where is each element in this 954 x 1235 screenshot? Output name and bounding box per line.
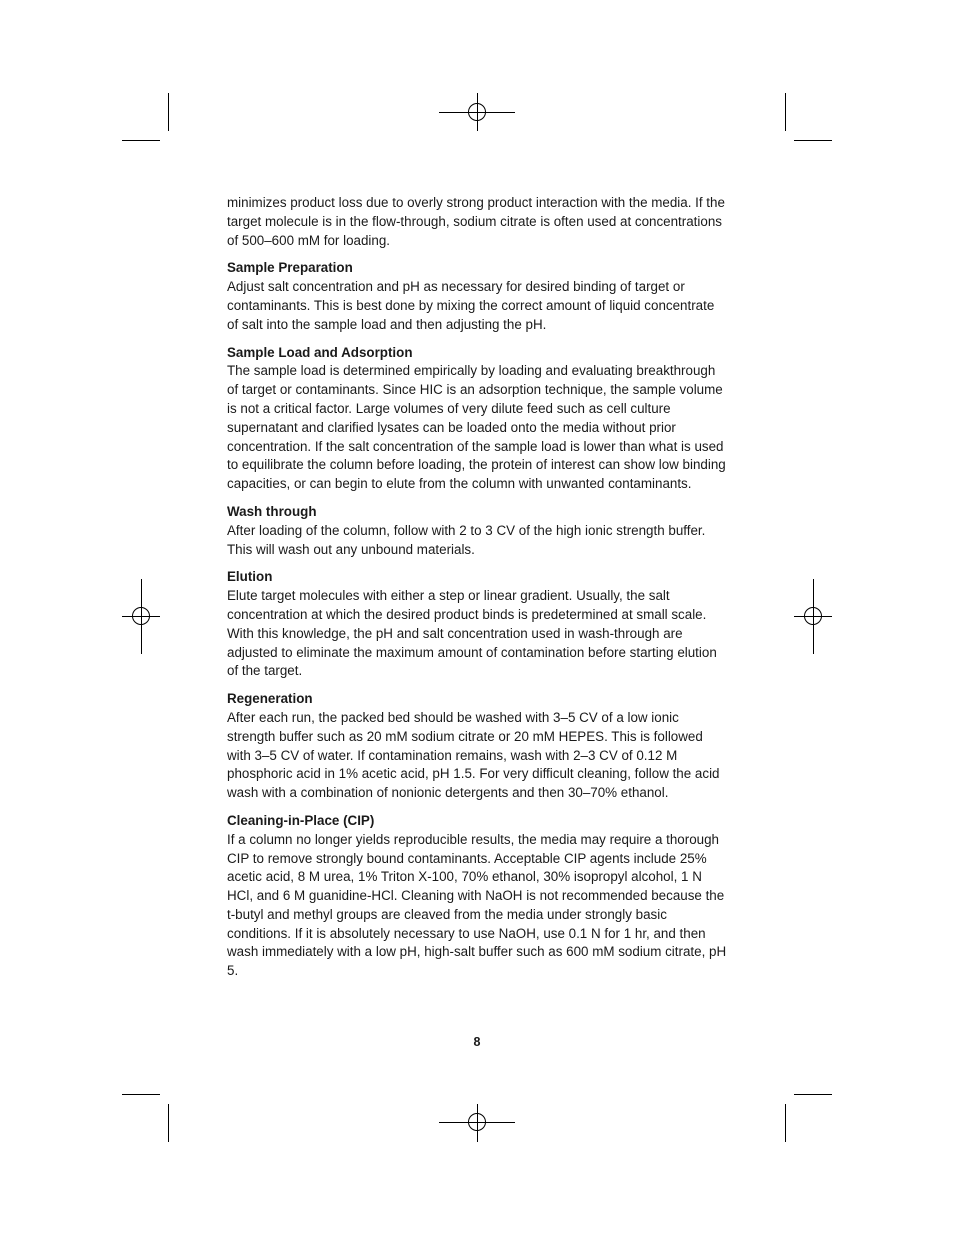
- section-sample-load-adsorption: [227, 344, 727, 494]
- section-body: Adjust salt concentration and pH as necessary for desired binding of target or contaminants. This is best done by mixing the correct amount of liquid concentrate of salt into the sample load and then adjusting the pH.: [227, 279, 715, 332]
- section-body: If a column no longer yields reproducible results, the media may require a thorough CIP to remove strongly bound contaminants. Acceptable CIP agents include 25% acetic acid, 8 M urea, 1% Triton X-100, 70% ethanol, 30% isopropyl alcohol, 1 N HCl, and 6 M guanidine-HCl. Cleaning with NaOH is not recommended because the t-butyl and methyl groups are cleaved from the media under strongly basic conditions. If it is absolutely necessary to use NaOH, use 0.1 N for 1 hr, and then wash immediately with a low pH, high-salt buffer such as 600 mM sodium citrate, pH 5.: [227, 831, 727, 979]
- section-elution: [227, 568, 727, 681]
- section-sample-preparation: [227, 259, 727, 334]
- section-heading: Cleaning-in-Place (CIP): [227, 812, 375, 828]
- page-number: 8: [473, 1035, 481, 1049]
- section-heading: Regeneration: [227, 691, 313, 707]
- section-body: The sample load is determined empirically by loading and evaluating breakthrough of target or contaminants. Since HIC is an adsorption technique, the sample volume is not a critical factor. Large volumes of very dilute feed such as cell culture supernatant and clarified lysates can be loaded onto the media without prior concentration. If the salt concentration of the sample load is lower than what is used to equilibrate the column before loading, the protein of interest can show low binding capacities, or can begin to elute from the column with unwanted contaminants.: [227, 363, 726, 492]
- crop-mark-bottom-right-vertical: [785, 1104, 786, 1142]
- crop-mark-bottom-left-horizontal: [122, 1094, 160, 1095]
- section-heading: Sample Load and Adsorption: [227, 344, 413, 360]
- section-cleaning-in-place: [227, 812, 727, 981]
- crop-mark-bottom-right-horizontal: [794, 1094, 832, 1095]
- crop-mark-top-right-horizontal: [794, 140, 832, 141]
- crop-mark-top-left-horizontal: [122, 140, 160, 141]
- section-body: After each run, the packed bed should be washed with 3–5 CV of a low ionic strength buffer such as 20 mM sodium citrate or 20 mM HEPES. This is followed with 3–5 CV of water. If contamination remains, wash with 2–3 CV of 0.12 M phosphoric acid in 1% acetic acid, pH 1.5. For very difficult cleaning, follow the acid wash with a combination of nonionic detergents and then 30–70% ethanol.: [227, 709, 720, 801]
- section-wash-through: [227, 503, 727, 559]
- section-heading: Sample Preparation: [227, 260, 353, 276]
- registration-mark-right-circle: [804, 607, 822, 625]
- crop-mark-bottom-left-vertical: [168, 1104, 169, 1142]
- registration-mark-left-circle: [132, 607, 150, 625]
- section-heading: Wash through: [227, 503, 317, 519]
- registration-mark-bottom-circle: [468, 1113, 486, 1131]
- registration-mark-top-circle: [468, 103, 486, 121]
- crop-mark-top-right-vertical: [785, 93, 786, 131]
- section-heading: Elution: [227, 569, 273, 585]
- section-body: After loading of the column, follow with 2 to 3 CV of the high ionic strength buffer. This will wash out any unbound materials.: [227, 522, 706, 557]
- section-body: Elute target molecules with either a step or linear gradient. Usually, the salt concentration at which the desired product binds is predetermined at small scale. With this knowledge, the pH and salt concentration used in wash-through are adjusted to eliminate the maximum amount of contamination before starting elution of the target.: [227, 588, 717, 679]
- section-regeneration: [227, 690, 727, 803]
- crop-mark-top-left-vertical: [168, 93, 169, 131]
- page-content: [227, 194, 727, 981]
- intro-paragraph: minimizes product loss due to overly strong product interaction with the media. If the target molecule is in the flow-through, sodium citrate is often used at concentrations of 500–600 mM for loading.: [227, 195, 725, 248]
